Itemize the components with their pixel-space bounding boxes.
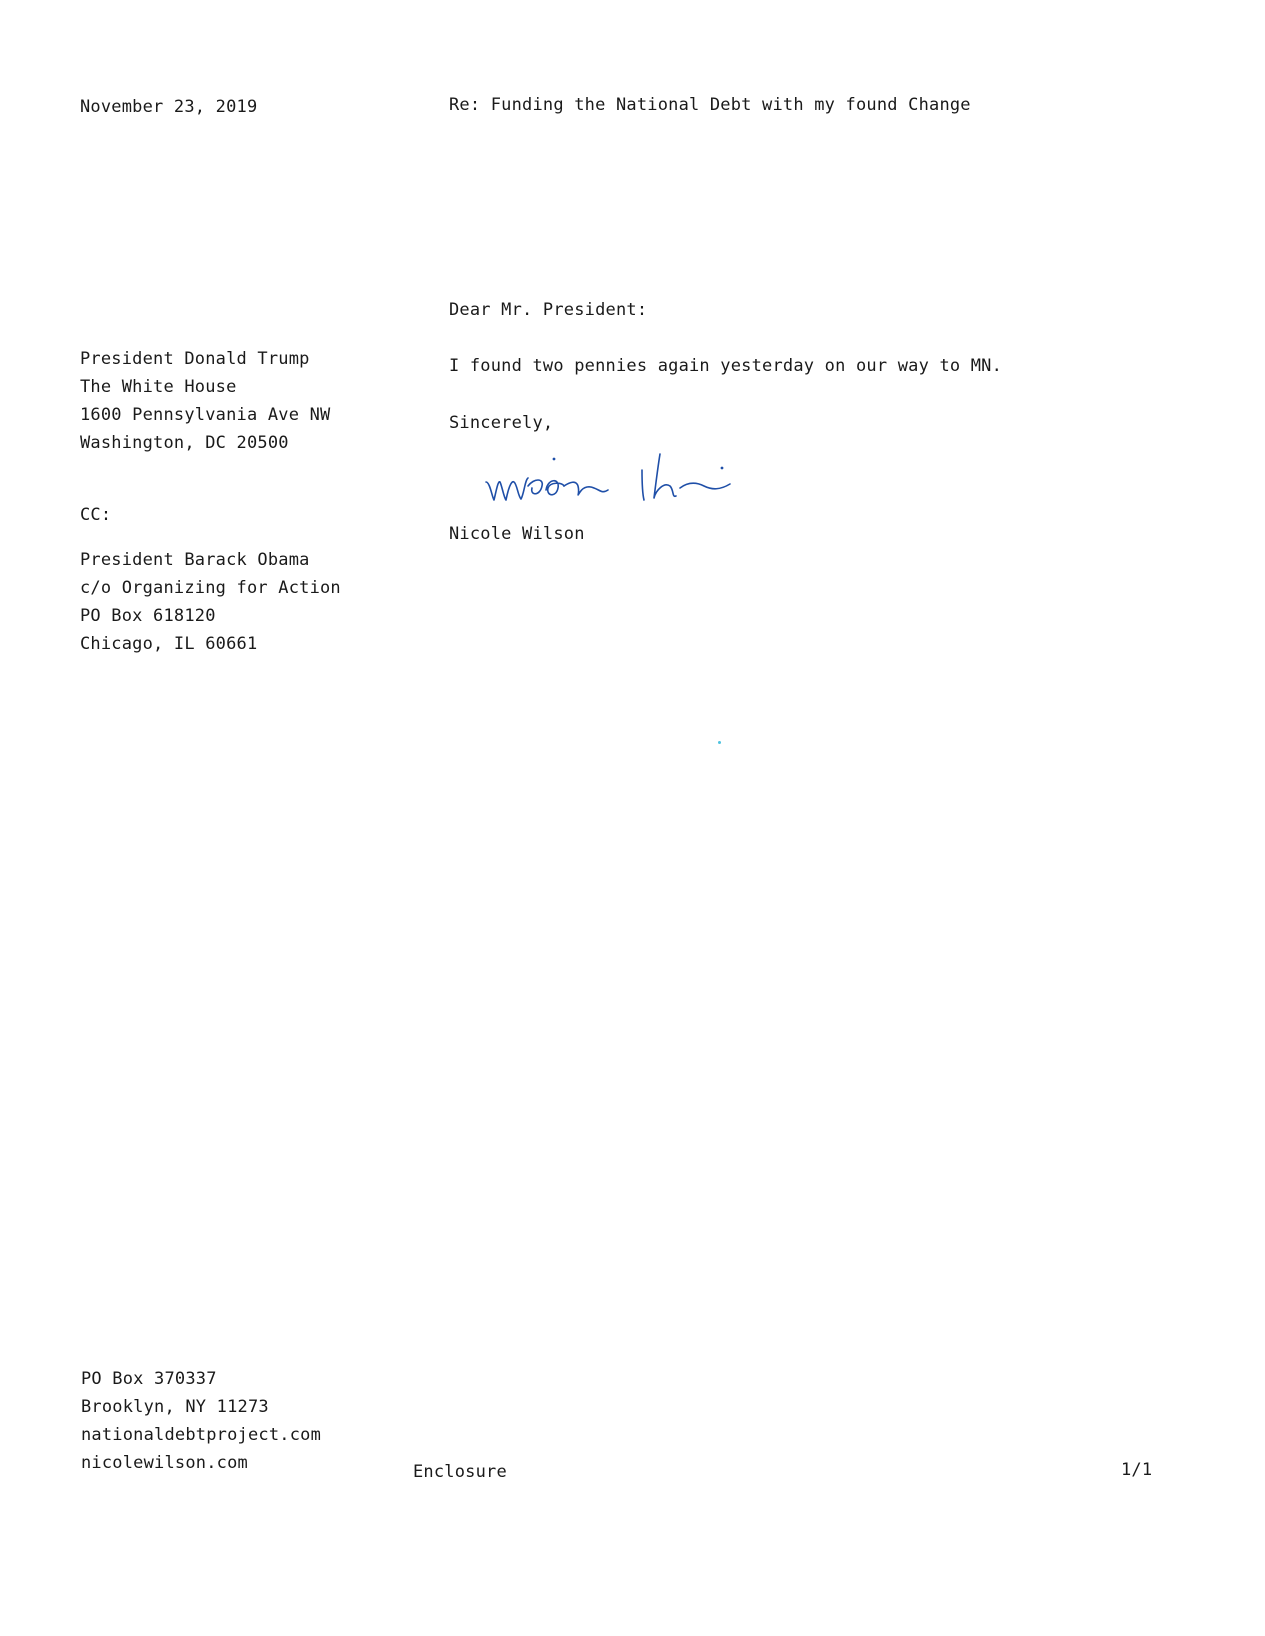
signer-name: Nicole Wilson xyxy=(449,524,585,544)
letter-date: November 23, 2019 xyxy=(80,97,258,117)
address-line: 1600 Pennsylvania Ave NW xyxy=(80,405,331,425)
address-line: c/o Organizing for Action xyxy=(80,578,341,598)
address-line: Brooklyn, NY 11273 xyxy=(81,1397,269,1417)
sender-address xyxy=(81,1365,321,1477)
letter-body: I found two pennies again yesterday on our way to MN. xyxy=(449,356,1003,376)
address-line: PO Box 370337 xyxy=(81,1369,217,1389)
address-line: PO Box 618120 xyxy=(80,606,216,626)
ink-speck xyxy=(718,741,721,744)
website-line: nicolewilson.com xyxy=(81,1453,248,1473)
cc-address xyxy=(80,546,341,658)
enclosure-note: Enclosure xyxy=(413,1462,507,1482)
salutation: Dear Mr. President: xyxy=(449,300,648,320)
letter-subject: Re: Funding the National Debt with my found Change xyxy=(449,95,971,115)
address-line: Washington, DC 20500 xyxy=(80,433,289,453)
address-line: President Barack Obama xyxy=(80,550,310,570)
address-line: The White House xyxy=(80,377,237,397)
closing: Sincerely, xyxy=(449,413,554,433)
address-line: President Donald Trump xyxy=(80,349,310,369)
recipient-address xyxy=(80,345,330,457)
page-number: 1/1 xyxy=(1121,1460,1153,1480)
cc-label: CC: xyxy=(80,505,112,525)
website-line: nationaldebtproject.com xyxy=(81,1425,322,1445)
address-line: Chicago, IL 60661 xyxy=(80,634,258,654)
handwritten-signature xyxy=(484,452,754,512)
